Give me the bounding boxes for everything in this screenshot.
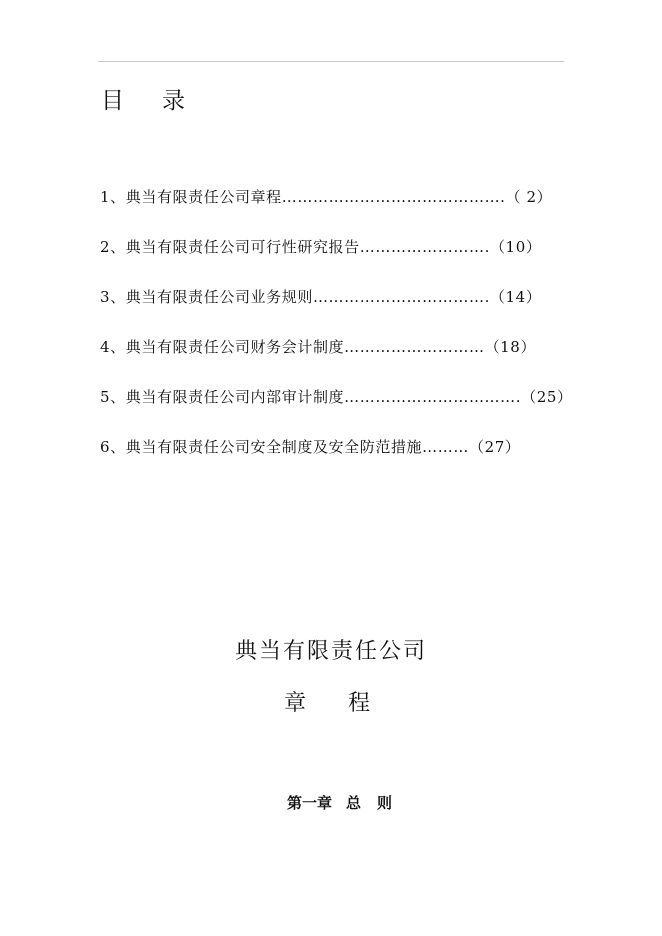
document-subtitle-char-2: 程 [348,691,371,716]
table-of-contents [100,186,573,486]
document-title: 典当有限责任公司 [234,639,427,664]
toc-entry-title: 典当有限责任公司可行性研究报告 [125,238,360,256]
toc-entry-title: 典当有限责任公司内部审计制度 [125,388,345,406]
toc-entry-2[interactable] [100,236,570,286]
toc-entry-title: 典当有限责任公司财务会计制度 [125,338,345,356]
toc-entry-number: 1、 [100,188,126,206]
toc-entry-1[interactable] [100,186,570,236]
toc-entry-page: .（14） [484,288,542,306]
toc-entry-page: .（25） [515,388,573,406]
toc-entry-title: 典当有限责任公司章程 [125,188,282,206]
toc-heading-char-2: 录 [162,88,185,114]
toc-entry-5[interactable] [100,386,573,436]
toc-entry-title: 典当有限责任公司安全制度及安全防范措施 [125,438,423,456]
document-subtitle [284,686,370,717]
header-rule [98,61,564,62]
toc-heading [101,82,185,115]
toc-entry-number: 3、 [100,288,126,306]
toc-entry-number: 2、 [100,238,126,256]
toc-entry-6[interactable] [100,436,570,486]
toc-entry-leader: …………………… [359,238,485,256]
toc-entry-page: （27） [468,438,521,456]
toc-entry-page: .（10） [484,238,542,256]
toc-entry-leader: …………………………… [312,288,485,306]
toc-entry-leader: …………………………………… [281,188,501,206]
document-subtitle-char-1: 章 [284,691,307,716]
toc-entry-page: .（ 2） [500,188,553,206]
toc-entry-3[interactable] [100,286,570,336]
toc-entry-leader: ……………………… [344,338,485,356]
toc-entry-4[interactable] [100,336,570,386]
toc-entry-number: 4、 [100,338,126,356]
toc-heading-char-1: 目 [101,88,124,114]
chapter-word-2: 则 [377,794,393,812]
toc-entry-leader: ……… [422,438,469,456]
toc-entry-leader: …………………………… [344,388,516,406]
toc-entry-number: 5、 [100,388,126,406]
toc-entry-number: 6、 [100,438,126,456]
toc-entry-page: （18） [484,338,537,356]
chapter-word-1: 总 [346,794,362,812]
chapter-label: 第一章 [287,794,333,812]
toc-entry-title: 典当有限责任公司业务规则 [125,288,313,306]
chapter-heading [287,792,392,813]
